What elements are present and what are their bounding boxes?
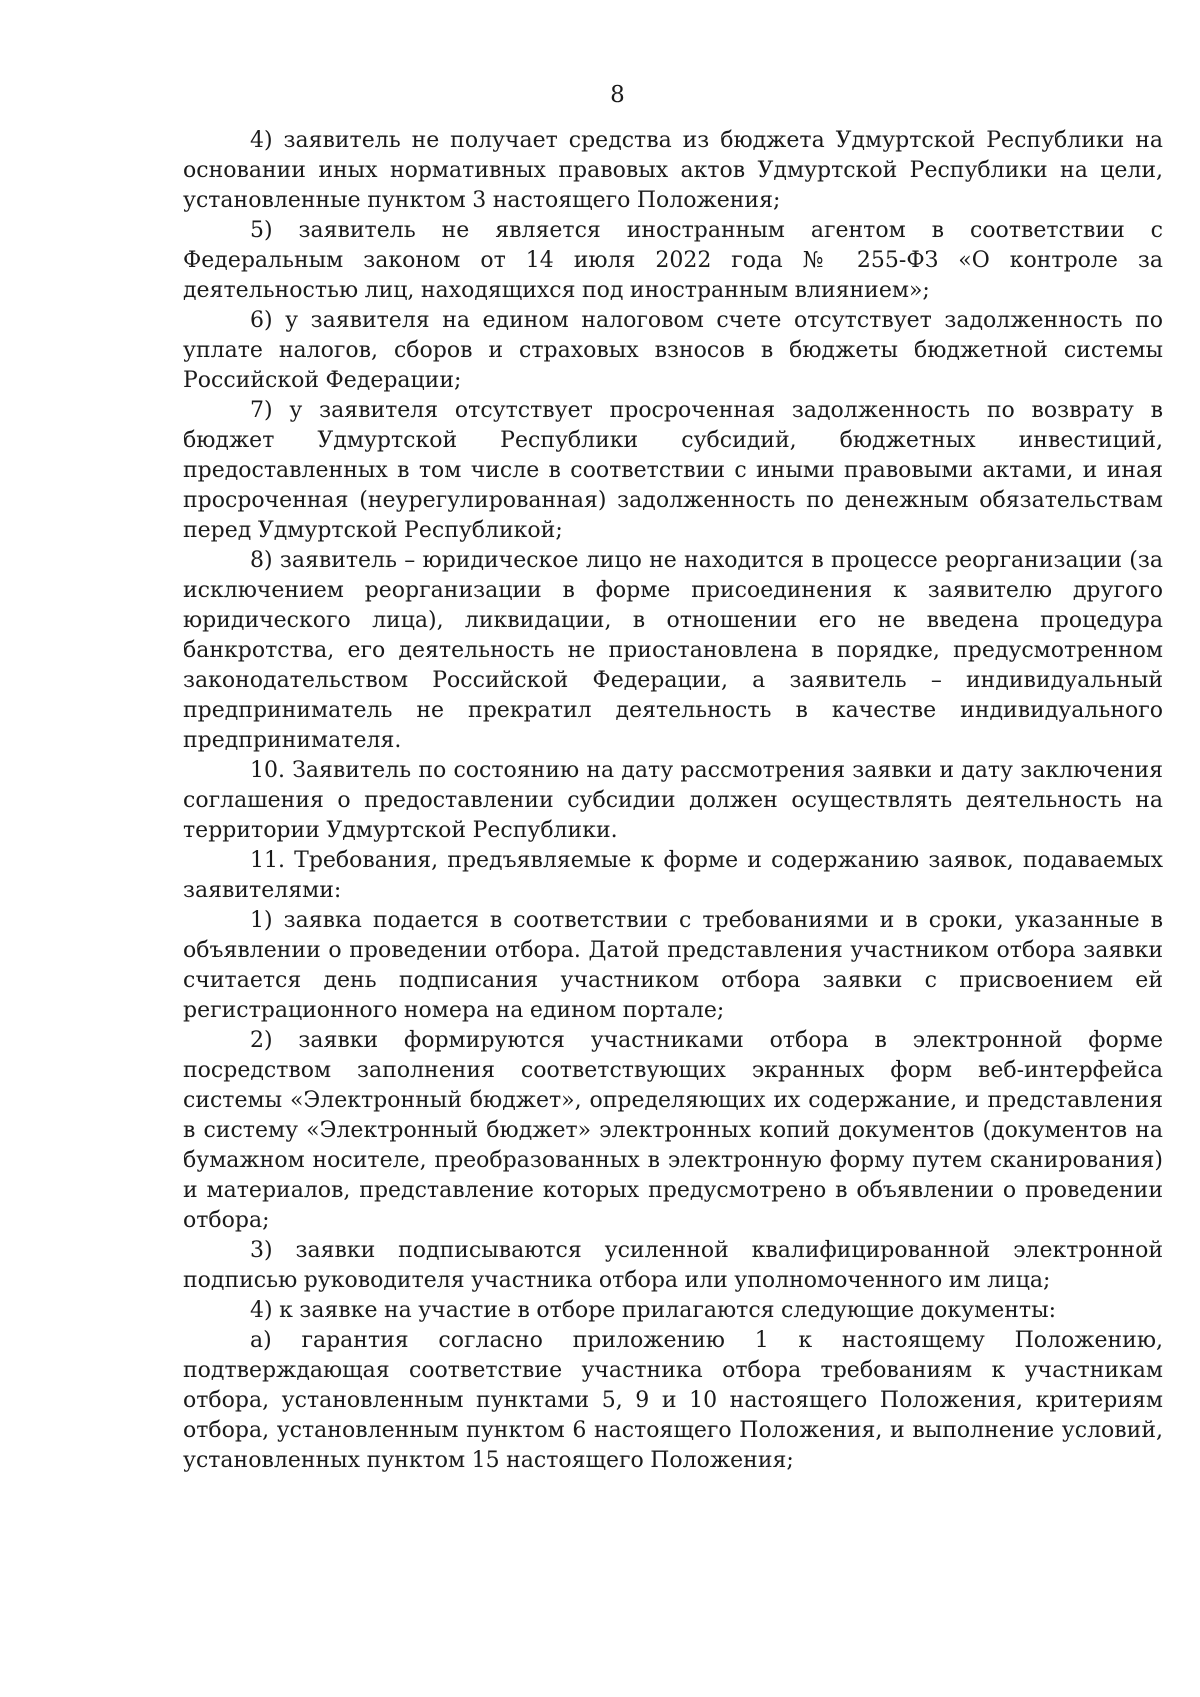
paragraph-item-4: 4) заявитель не получает средства из бюджета Удмуртской Республики на основании иных нормативных правовых актов Удмуртской Республики на цели, установленные пунктом 3 настоящего Положения; <box>183 128 1163 213</box>
paragraph-clause-10: 10. Заявитель по состоянию на дату рассмотрения заявки и дату заключения соглашения о предоставлении субсидии должен осуществлять деятельность на территории Удмуртской Республики. <box>183 758 1163 843</box>
paragraph-requirement-4: 4) к заявке на участие в отборе прилагаются следующие документы: <box>250 1298 1057 1323</box>
document-body <box>183 126 1163 1476</box>
paragraph-item-8: 8) заявитель – юридическое лицо не находится в процессе реорганизации (за исключением реорганизации в форме присоединения к заявителю другого юридического лица), ликвидации, в отношении его не введена процедура банкротства, его деятельность не приостановлена в порядке, предусмотренном законодательством Российской Федерации, а заявитель – индивидуальный предприниматель не прекратил деятельность в качестве индивидуального предпринимателя. <box>183 548 1163 753</box>
paragraph-requirement-3: 3) заявки подписываются усиленной квалифицированной электронной подписью руководителя участника отбора или уполномоченного им лица; <box>183 1238 1163 1293</box>
paragraph-item-6: 6) у заявителя на едином налоговом счете отсутствует задолженность по уплате налогов, сборов и страховых взносов в бюджеты бюджетной системы Российской Федерации; <box>183 308 1163 393</box>
page-number: 8 <box>610 82 625 108</box>
paragraph-item-7: 7) у заявителя отсутствует просроченная задолженность по возврату в бюджет Удмуртской Республики субсидий, бюджетных инвестиций, предоставленных в том числе в соответствии с иными правовыми актами, и иная просроченная (неурегулированная) задолженность по денежным обязательствам перед Удмуртской Республикой; <box>183 398 1163 543</box>
paragraph-subitem-a: а) гарантия согласно приложению 1 к настоящему Положению, подтверждающая соответствие участника отбора требованиям к участникам отбора, установленным пунктами 5, 9 и 10 настоящего Положения, критериям отбора, установленным пунктом 6 настоящего Положения, и выполнение условий, установленных пунктом 15 настоящего Положения; <box>183 1328 1163 1473</box>
paragraph-requirement-2: 2) заявки формируются участниками отбора в электронной форме посредством заполнения соответствующих экранных форм веб-интерфейса системы «Электронный бюджет», определяющих их содержание, и представления в систему «Электронный бюджет» электронных копий документов (документов на бумажном носителе, преобразованных в электронную форму путем сканирования) и материалов, представление которых предусмотрено в объявлении о проведении отбора; <box>183 1028 1163 1233</box>
paragraph-requirement-1: 1) заявка подается в соответствии с требованиями и в сроки, указанные в объявлении о проведении отбора. Датой представления участником отбора заявки считается день подписания участником отбора заявки с присвоением ей регистрационного номера на едином портале; <box>183 908 1163 1023</box>
paragraph-clause-11: 11. Требования, предъявляемые к форме и содержанию заявок, подаваемых заявителями: <box>183 848 1163 903</box>
paragraph-item-5: 5) заявитель не является иностранным агентом в соответствии с Федеральным законом от 14 июля 2022 года № 255-ФЗ «О контроле за деятельностью лиц, находящихся под иностранным влиянием»; <box>183 218 1163 303</box>
